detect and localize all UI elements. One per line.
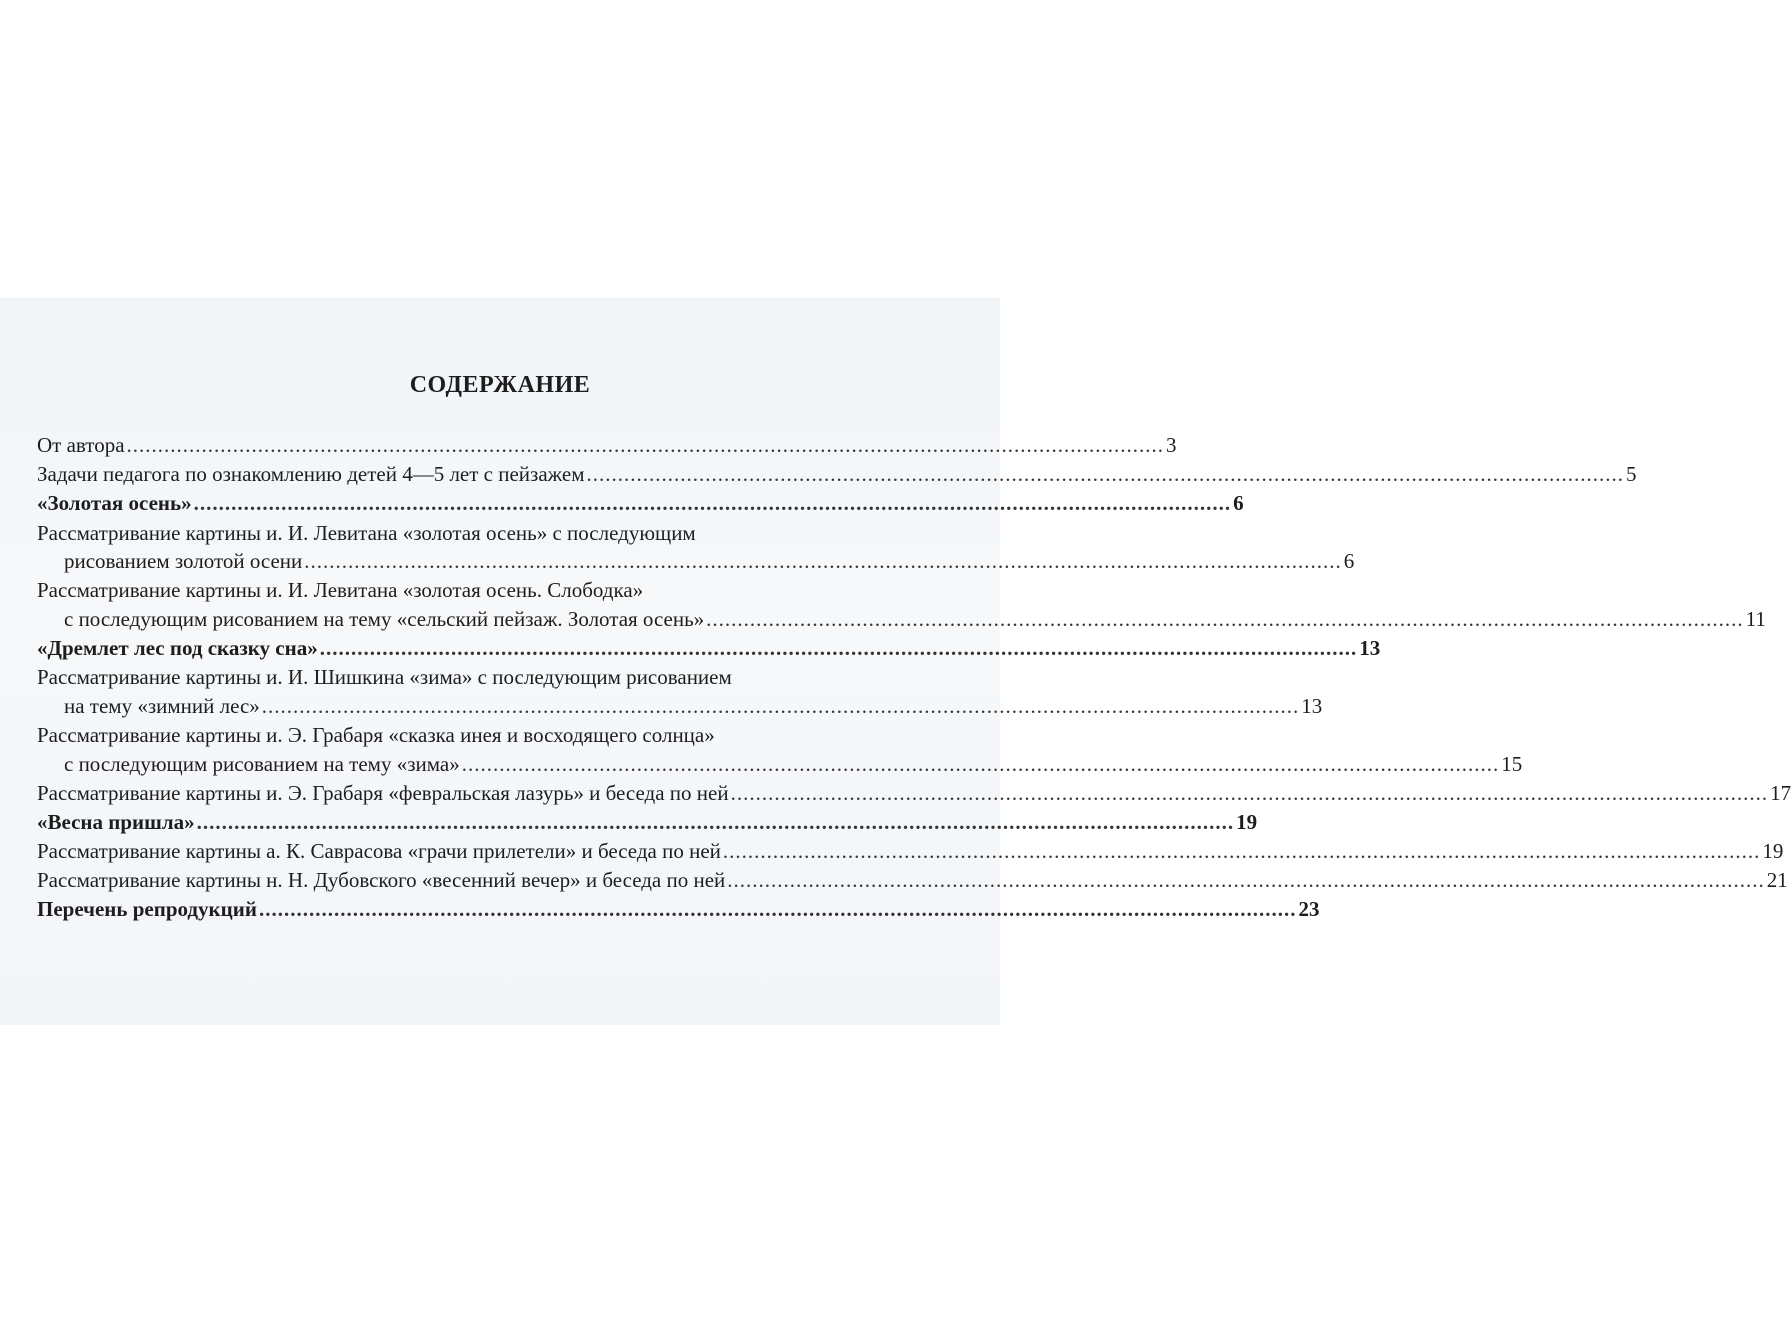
toc-entry-text: на тему «зимний лес» xyxy=(64,694,260,718)
toc-entry-text: «Золотая осень» xyxy=(37,491,192,515)
toc-entry-text: Рассматривание картины и. И. Левитана «золотая осень» с последующим xyxy=(37,521,696,545)
toc-entry-text: Рассматривание картины а. К. Саврасова «грачи прилетели» и беседа по ней xyxy=(37,839,721,863)
toc-entry-text: Рассматривание картины и. Э. Грабаря «сказка инея и восходящего солнца» xyxy=(37,723,715,747)
toc-entry-line2 xyxy=(64,549,1355,579)
toc-entry-text: От автора xyxy=(37,433,125,457)
toc-entry-line1 xyxy=(37,578,643,608)
toc-entry-page: 19 xyxy=(1236,810,1258,834)
toc-leader-dots: ...................................................................................................................................................................... xyxy=(730,781,1769,805)
toc-entry-line2 xyxy=(64,694,1323,724)
toc-entry-text: с последующим рисованием на тему «сельский пейзаж. Золотая осень» xyxy=(64,607,705,631)
toc-section-entry xyxy=(37,810,1258,840)
toc-section-entry xyxy=(37,491,1244,521)
toc-entry-page: 13 xyxy=(1301,694,1323,718)
toc-entry-line1 xyxy=(37,723,715,753)
toc-leader-dots: ...................................................................................................................................................................... xyxy=(461,752,1500,776)
toc-leader-dots: ...................................................................................................................................................................... xyxy=(193,491,1232,515)
toc-entry-page: 5 xyxy=(1626,462,1637,486)
toc-entry-text: с последующим рисованием на тему «зима» xyxy=(64,752,460,776)
toc-entry-line2 xyxy=(64,752,1523,782)
toc-entry-line2 xyxy=(64,607,1766,637)
toc-entry-page: 6 xyxy=(1233,491,1244,515)
toc-leader-dots: ...................................................................................................................................................................... xyxy=(586,462,1624,486)
toc-leader-dots: ...................................................................................................................................................................... xyxy=(126,433,1165,457)
toc-entry-line1 xyxy=(37,665,732,695)
toc-entry-text: рисованием золотой осени xyxy=(64,549,303,573)
toc-entry-text: Рассматривание картины и. Э. Грабаря «февральская лазурь» и беседа по ней xyxy=(37,781,729,805)
toc-leader-dots: ...................................................................................................................................................................... xyxy=(258,897,1297,921)
toc-entry-text: Рассматривание картины и. И. Левитана «золотая осень. Слободка» xyxy=(37,578,644,602)
toc-entry-page: 6 xyxy=(1343,549,1355,573)
toc-entry-page: 13 xyxy=(1359,636,1381,660)
toc-leader-dots: ...................................................................................................................................................................... xyxy=(722,839,1761,863)
toc-entry-text: Рассматривание картины и. И. Шишкина «зима» с последующим рисованием xyxy=(37,665,732,689)
toc-entry-page: 11 xyxy=(1745,607,1766,631)
toc-entry-text: «Весна пришла» xyxy=(37,810,195,834)
toc-entry xyxy=(37,462,1637,492)
toc-entry-text: Рассматривание картины н. Н. Дубовского «весенний вечер» и беседа по ней xyxy=(37,868,726,892)
toc-entry xyxy=(37,781,1791,811)
toc-entry xyxy=(37,839,1784,869)
toc-entry-text: Задачи педагога по ознакомлению детей 4—5 лет с пейзажем xyxy=(37,462,585,486)
toc-entry-text: «Дремлет лес под сказку сна» xyxy=(37,636,318,660)
toc-entry-page: 17 xyxy=(1770,781,1791,805)
toc-entry xyxy=(37,433,1177,463)
toc-leader-dots: ...................................................................................................................................................................... xyxy=(727,868,1765,892)
toc-leader-dots: ...................................................................................................................................................................... xyxy=(319,636,1358,660)
toc-entry-page: 19 xyxy=(1762,839,1784,863)
page-title: СОДЕРЖАНИЕ xyxy=(409,372,591,398)
toc-leader-dots: ...................................................................................................................................................................... xyxy=(706,607,1744,631)
toc-entry-text: Перечень репродукций xyxy=(37,897,257,921)
toc-leader-dots: ...................................................................................................................................................................... xyxy=(196,810,1235,834)
toc-leader-dots: ...................................................................................................................................................................... xyxy=(261,694,1300,718)
toc-section-entry xyxy=(37,897,1320,927)
toc-entry-page: 23 xyxy=(1298,897,1320,921)
toc-entry-page: 3 xyxy=(1166,433,1177,457)
toc-entry-page: 21 xyxy=(1766,868,1788,892)
toc-entry-page: 15 xyxy=(1501,752,1523,776)
toc-leader-dots: ...................................................................................................................................................................... xyxy=(304,549,1342,573)
toc-section-entry xyxy=(37,636,1381,666)
toc-entry-line1 xyxy=(37,521,696,551)
toc-entry xyxy=(37,868,1788,898)
